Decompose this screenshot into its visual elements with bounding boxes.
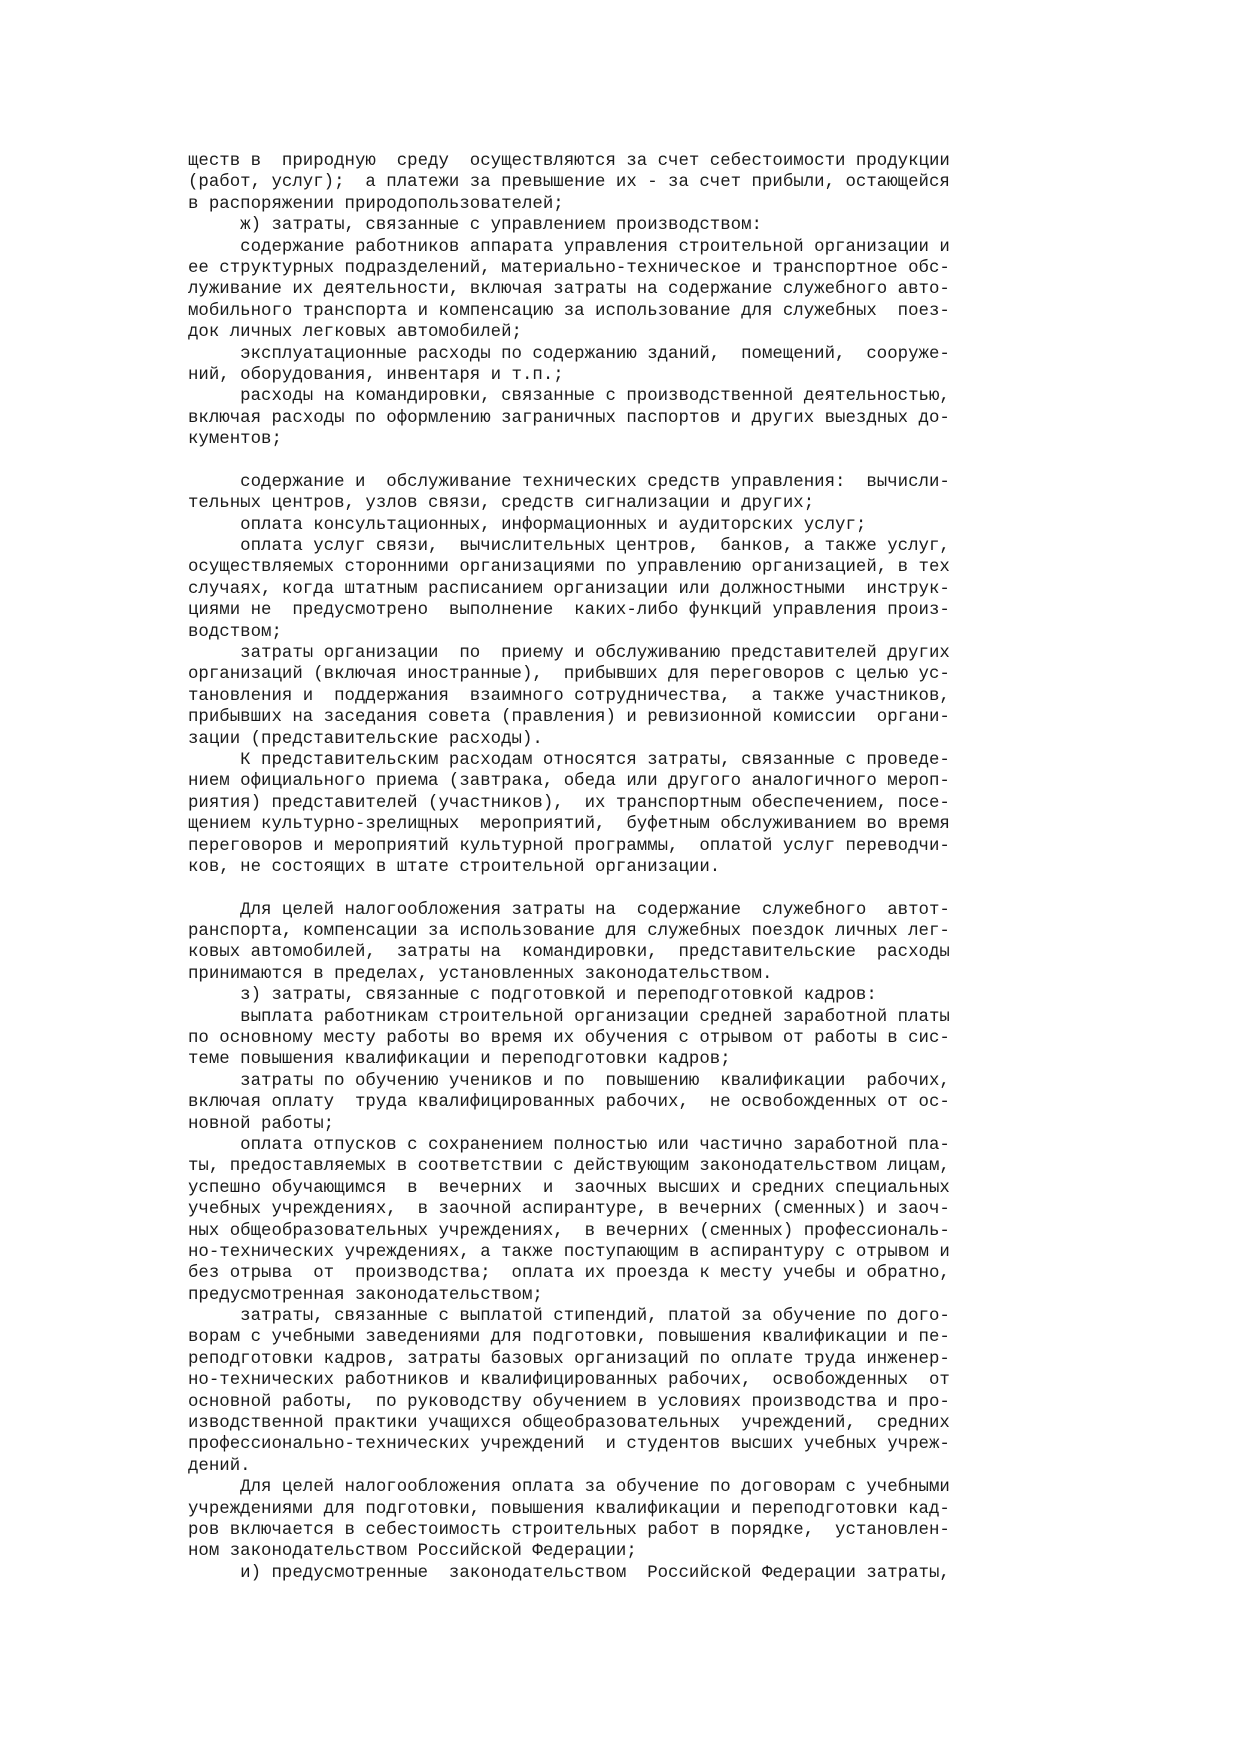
text-line: ков, не состоящих в штате строительной организации. [188,857,721,877]
text-line: по основному месту работы во время их обучения с отрывом от работы в сис- [188,1029,950,1049]
text-line: в распоряжении природопользователей; [188,194,564,214]
text-line: оплата услуг связи, вычислительных центров, банков, а также услуг, [188,537,950,557]
text-line: ее структурных подразделений, материально-техническое и транспортное обс- [188,258,950,278]
text-line: кументов; [188,430,282,450]
text-line: основной работы, по руководству обучением в условиях производства и про- [188,1392,950,1412]
blank-line [188,878,1068,899]
text-line: учебных учреждениях, в заочной аспирантуре, в вечерних (сменных) и заоч- [188,1200,950,1220]
text-line: риятия) представителей (участников), их транспортным обеспечением, посе- [188,793,950,813]
text-line: но-технических работников и квалифицированных рабочих, освобожденных от [188,1371,950,1391]
text-line: щением культурно-зрелищных мероприятий, буфетным обслуживанием во время [188,815,950,835]
text-line: ковых автомобилей, затраты на командировки, представительские расходы [188,943,950,963]
text-line: реподготовки кадров, затраты базовых организаций по оплате труда инженер- [188,1349,950,1369]
text-line: нием официального приема (завтрака, обеда или другого аналогичного мероп- [188,772,950,792]
text-line: ранспорта, компенсации за использование для служебных поездок личных лег- [188,922,950,942]
text-line: оплата отпусков с сохранением полностью или частично заработной пла- [188,1135,950,1155]
text-line: без отрыва от производства; оплата их проезда к месту учебы и обратно, [188,1264,950,1284]
text-line: дений. [188,1456,251,1476]
text-line: Для целей налогообложения затраты на содержание служебного автот- [188,900,950,920]
text-line: ты, предоставляемых в соответствии с действующим законодательством лицам, [188,1157,950,1177]
text-line: луживание их деятельности, включая затраты на содержание служебного авто- [188,280,950,300]
text-line: успешно обучающимся в вечерних и заочных высших и средних специальных [188,1178,950,1198]
text-line: эксплуатационные расходы по содержанию зданий, помещений, сооруже- [188,344,950,364]
text-line: случаях, когда штатным расписанием организации или должностными инструк- [188,579,950,599]
text-line: новной работы; [188,1114,335,1134]
text-line: ров включается в себестоимость строительных работ в порядке, установлен- [188,1521,950,1540]
text-line: оплата консультационных, информационных и аудиторских услуг; [188,515,867,535]
text-line: мобильного транспорта и компенсацию за использование для служебных поез- [188,301,950,321]
text-line: включая оплату труда квалифицированных рабочих, не освобожденных от ос- [188,1093,950,1113]
text-line: профессионально-технических учреждений и студентов высших учебных учреж- [188,1435,950,1455]
text-line: включая расходы по оформлению заграничных паспортов и других выездных до- [188,408,950,428]
text-line: затраты по обучению учеников и по повышению квалификации рабочих, [188,1071,950,1091]
text-line: водством; [188,622,282,642]
text-line: учреждениями для подготовки, повышения квалификации и переподготовки кад- [188,1499,950,1519]
text-line: содержание и обслуживание технических средств управления: вычисли- [188,472,950,492]
text-line: организаций (включая иностранные), прибывших для переговоров с целью ус- [188,665,950,685]
text-line: тельных центров, узлов связи, средств сигнализации и других; [188,494,815,514]
text-line: затраты, связанные с выплатой стипендий, платой за обучение по дого- [188,1307,950,1327]
text-line: прибывших на заседания совета (правления) и ревизионной комиссии органи- [188,708,950,728]
text-line: ворам с учебными заведениями для подготовки, повышения квалификации и пе- [188,1328,950,1348]
blank-line [188,450,1068,471]
text-line: з) затраты, связанные с подготовкой и переподготовкой кадров: [188,986,877,1006]
text-line: ном законодательством Российской Федерации; [188,1542,637,1562]
text-line: осуществляемых сторонними организациями по управлению организацией, в тех [188,558,950,578]
text-line: теме повышения квалификации и переподготовки кадров; [188,1050,731,1070]
text-line: ний, оборудования, инвентаря и т.п.; [188,365,564,385]
text-line: изводственной практики учащихся общеобразовательных учреждений, средних [188,1414,950,1434]
text-line: выплата работникам строительной организации средней заработной платы [188,1007,950,1027]
text-line: К представительским расходам относятся затраты, связанные с проведе- [188,750,950,770]
text-line: ных общеобразовательных учреждениях, в вечерних (сменных) профессиональ- [188,1221,950,1241]
text-line: док личных легковых автомобилей; [188,323,522,343]
text-line: тановления и поддержания взаимного сотрудничества, а также участников, [188,686,950,706]
text-line: принимаются в пределах, установленных законодательством. [188,964,773,984]
text-line: предусмотренная законодательством; [188,1285,543,1305]
text-line: Для целей налогообложения оплата за обучение по договорам с учебными [188,1478,950,1498]
text-line: затраты организации по приему и обслуживанию представителей других [188,643,950,663]
text-line: ж) затраты, связанные с управлением производством: [188,216,762,236]
text-line: содержание работников аппарата управления строительной организации и [188,237,950,257]
text-line: зации (представительские расходы). [188,729,543,749]
text-line: переговоров и мероприятий культурной программы, оплатой услуг переводчи- [188,836,950,856]
text-line: расходы на командировки, связанные с производственной деятельностью, [188,387,950,407]
document-page [188,151,1068,1584]
text-line: циями не предусмотрено выполнение каких-либо функций управления произ- [188,601,950,621]
text-line: но-технических учреждениях, а также поступающим в аспирантуру с отрывом и [188,1242,950,1262]
text-line: ществ в природную среду осуществляются за счет себестоимости продукции [188,152,950,171]
text-line: и) предусмотренные законодательством Российской Федерации затраты, [188,1563,950,1583]
text-line: (работ, услуг); а платежи за превышение их - за счет прибыли, остающейся [188,173,950,193]
